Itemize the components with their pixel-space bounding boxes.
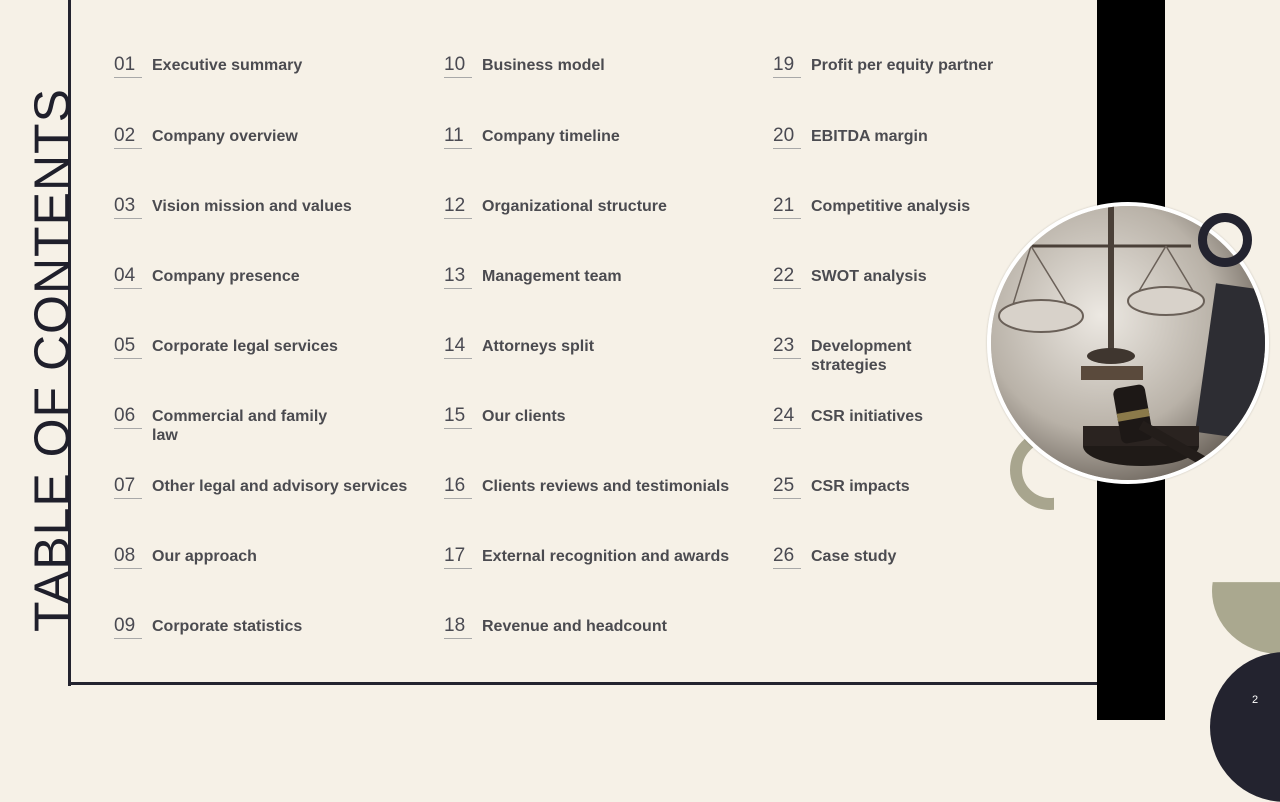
toc-number: 06 [114,406,142,429]
toc-label: Company timeline [482,128,620,145]
page-title: TABLE OF CONTENTS [24,88,80,632]
toc-number: 05 [114,336,142,359]
toc-item[interactable] [444,126,620,149]
toc-number: 03 [114,196,142,219]
toc-number: 21 [773,196,801,219]
toc-number: 10 [444,55,472,78]
toc-number: 24 [773,406,801,429]
toc-label: Executive summary [152,57,303,74]
toc-item[interactable] [773,266,927,289]
toc-item[interactable] [773,55,993,78]
toc-item[interactable] [114,616,302,639]
toc-item[interactable] [114,55,302,78]
toc-label: Clients reviews and testimonials [482,478,730,495]
toc-number: 17 [444,546,472,569]
toc-item[interactable] [114,406,352,445]
toc-number: 02 [114,126,142,149]
toc-label: Development strategies [811,338,912,374]
toc-item[interactable] [444,546,729,569]
toc-number: 18 [444,616,472,639]
toc-number: 23 [773,336,801,359]
toc-item[interactable] [773,406,923,429]
toc-number: 20 [773,126,801,149]
toc-number: 19 [773,55,801,78]
toc-item[interactable] [773,476,910,499]
toc-label: Attorneys split [482,338,595,355]
toc-number: 14 [444,336,472,359]
toc-label: Profit per equity partner [811,57,994,74]
toc-item[interactable] [114,266,300,289]
toc-label: Our approach [152,548,257,565]
toc-item[interactable] [444,336,594,359]
toc-label: Organizational structure [482,198,667,215]
toc-label: Other legal and advisory services [152,478,408,495]
page-number: 2 [1252,694,1259,706]
toc-label: Our clients [482,408,566,425]
toc-item[interactable] [773,546,896,569]
toc-item[interactable] [773,196,970,219]
toc-number: 15 [444,406,472,429]
toc-number: 12 [444,196,472,219]
toc-label: Competitive analysis [811,198,971,215]
toc-number: 22 [773,266,801,289]
toc-item[interactable] [444,616,667,639]
toc-number: 09 [114,616,142,639]
toc-item[interactable] [444,476,729,499]
toc-label: External recognition and awards [482,548,730,565]
toc-label: Company overview [152,128,298,145]
toc-number: 11 [444,126,472,149]
toc-item[interactable] [773,126,928,149]
toc-label: Revenue and headcount [482,618,667,635]
navy-ring-decoration [1198,213,1252,267]
toc-label: Corporate legal services [152,338,338,355]
toc-number: 13 [444,266,472,289]
toc-item[interactable] [114,546,257,569]
toc-label: Business model [482,57,605,74]
toc-label: CSR initiatives [811,408,924,425]
toc-number: 01 [114,55,142,78]
toc-number: 16 [444,476,472,499]
toc-label: Vision mission and values [152,198,352,215]
toc-label: Commercial and family law [152,408,328,444]
toc-item[interactable] [773,336,931,375]
toc-number: 07 [114,476,142,499]
toc-label: Corporate statistics [152,618,303,635]
toc-label: CSR impacts [811,478,910,495]
toc-label: SWOT analysis [811,268,927,285]
toc-item[interactable] [444,196,667,219]
toc-label: Case study [811,548,897,565]
toc-label: EBITDA margin [811,128,928,145]
toc-number: 26 [773,546,801,569]
toc-number: 25 [773,476,801,499]
toc-item[interactable] [114,196,352,219]
toc-item[interactable] [114,476,407,499]
toc-item[interactable] [444,406,566,429]
toc-number: 04 [114,266,142,289]
toc-label: Company presence [152,268,300,285]
toc-item[interactable] [444,55,605,78]
toc-number: 08 [114,546,142,569]
toc-item[interactable] [114,336,338,359]
toc-item[interactable] [444,266,622,289]
toc-item[interactable] [114,126,298,149]
frame-bottom-line [68,682,1228,685]
toc-label: Management team [482,268,622,285]
